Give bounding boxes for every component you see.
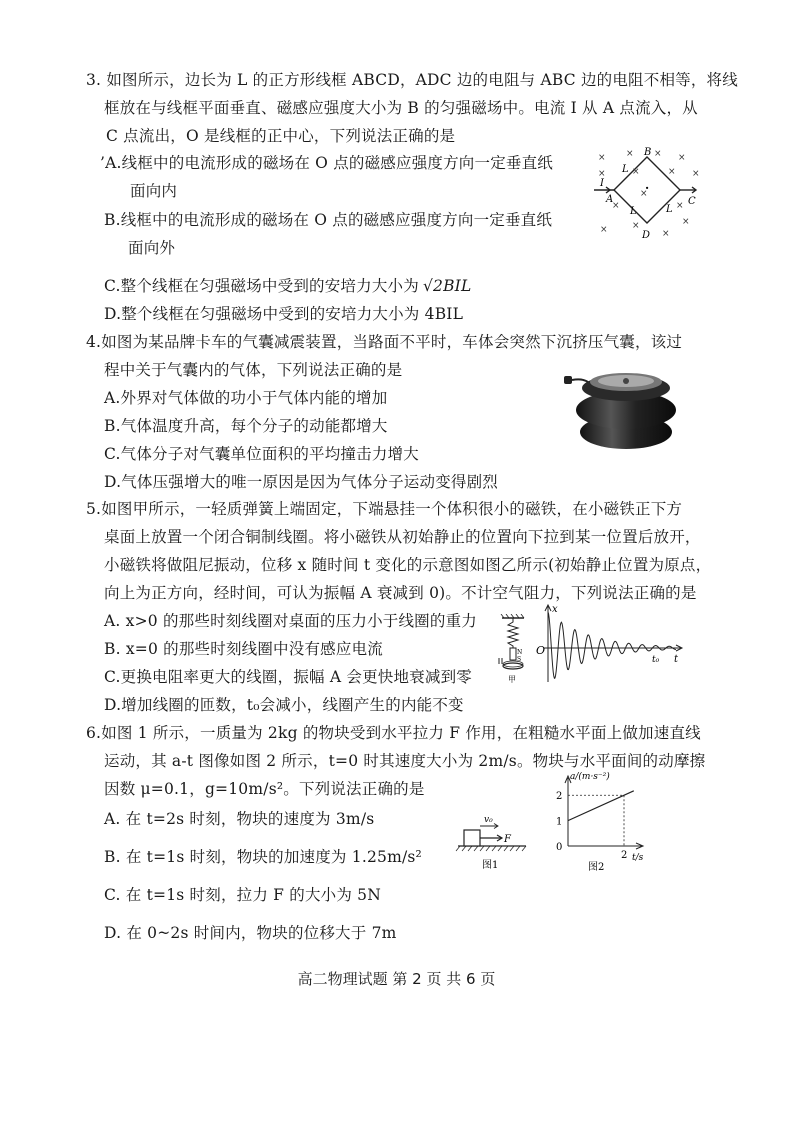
origin-label: O [536,644,546,657]
label-s: S [517,656,522,663]
q6-stem-line-2: 运动，其 a-t 图像如图 2 所示，t=0 时其速度大小为 2m/s。物块与水平面间的动摩擦 [104,752,706,770]
q5-option-b: B. x=0 的那些时刻线圈中没有感应电流 [104,640,383,658]
svg-text:×: × [662,229,670,239]
q3-option-c [104,276,471,296]
q3-stem-line-3: C 点流出，O 是线框的正中心，下列说法正确的是 [106,127,456,145]
label-d: D [642,230,651,241]
origin-tick: 0 [556,842,563,853]
q3-option-a-line-2: 面向内 [130,182,178,200]
q6-figure-1 [452,810,532,872]
label-o: · [645,181,650,195]
f-label: F [504,834,511,845]
q3-option-b-line-1: B.线框中的电流形成的磁场在 O 点的磁感应强度方向一定垂直纸 [104,211,553,229]
q6-option-d: D. 在 0~2s 时间内，物块的位移大于 7m [104,924,397,942]
q5-stem-line-2: 桌面上放置一个闭合铜制线圈。将小磁铁从初始静止的位置向下拉到某一位置后放开， [104,528,701,546]
q6-option-b: B. 在 t=1s 时刻，物块的加速度为 1.25m/s² [104,848,422,866]
svg-text:×: × [654,149,662,159]
label-l-1: L [622,164,629,175]
x-axis-label: t/s [632,853,644,863]
y-tick-2: 2 [556,791,563,803]
svg-text:×: × [692,169,700,179]
svg-text:×: × [600,225,608,235]
q6-stem-line-3: 因数 μ=0.1，g=10m/s²。下列说法正确的是 [104,780,425,798]
q6-figure-2-at-graph [548,770,648,874]
label-c: C [688,196,696,207]
label-i: I [600,178,604,189]
axis-x-label: x [552,604,558,615]
q3-figure [592,146,704,242]
fig2-caption: 图2 [588,862,605,873]
q4-option-c: C.气体分子对气囊单位面积的平均撞击力增大 [104,445,419,463]
q6-option-c: C. 在 t=1s 时刻，拉力 F 的大小为 5N [104,886,382,904]
svg-text:×: × [598,169,606,179]
q3-option-d: D.整个线框在匀强磁场中受到的安培力大小为 4BIL [104,305,464,323]
svg-text:×: × [668,167,676,177]
svg-text:×: × [678,153,686,163]
q5-stem-line-4: 向上为正方向，经时间，可认为振幅 A 衰减到 0)。不计空气阻力，下列说法正确的是 [104,584,697,602]
q4-stem-line-1: 4.如图为某品牌卡车的气囊减震装置，当路面不平时，车体会突然下沉挤压气囊，该过 [86,333,683,351]
y-tick-1: 1 [556,816,563,828]
q4-option-b: B.气体温度升高，每个分子的动能都增大 [104,417,388,435]
svg-text:×: × [632,221,640,231]
q3-option-c-text: C.整个线框在匀强磁场中受到的安培力大小为 [104,277,419,295]
q3-stem-line-1: 3. 如图所示，边长为 L 的正方形线框 ABCD，ADC 边的电阻与 ABC 边的电阻不相等，将线 [86,71,738,89]
svg-text:×: × [682,217,690,227]
axis-t-label: t [674,654,679,665]
y-axis-label: a/(m·s⁻²) [570,772,610,782]
fig1-caption: 图1 [482,860,499,871]
q5-option-d: D.增加线圈的匝数，t₀会减小，线圈产生的内能不变 [104,696,464,714]
q3-option-b-line-2: 面向外 [128,239,176,257]
q4-option-a: A.外界对气体做的功小于气体内能的增加 [104,389,388,407]
q3-option-a-line-1: ’A.线框中的电流形成的磁场在 O 点的磁感应强度方向一定垂直纸 [100,154,554,172]
q5-option-a: A. x>0 的那些时刻线圈对桌面的压力小于线圈的重力 [104,612,477,630]
svg-text:×: × [640,189,648,199]
q3-option-c-math: √2BIL [422,277,472,295]
q5-figure-yi [536,602,686,684]
svg-text:×: × [676,201,684,211]
q4-airbag-image [560,366,682,452]
label-n: N [517,649,523,656]
q5-stem-line-3: 小磁铁将做阻尼振动，位移 x 随时间 t 变化的示意图如图乙所示(初始静止位置为原点， [104,556,712,574]
q6-option-a: A. 在 t=2s 时刻，物块的速度为 3m/s [104,810,375,828]
magnet [510,648,516,660]
label-l-3: L [666,204,673,215]
q5-option-c: C.更换电阻率更大的线圈，振幅 A 会更快地衰减到零 [104,668,472,686]
spring [508,618,518,648]
q3-stem-line-2: 框放在与线框平面垂直、磁感应强度大小为 B 的匀强磁场中。电流 I 从 A 点流入，从 [104,99,698,117]
svg-text:×: × [626,149,634,159]
svg-text:×: × [632,167,640,177]
q4-option-d: D.气体压强增大的唯一原因是因为气体分子运动变得剧烈 [104,473,499,491]
damped-oscillation-curve [548,612,676,678]
label-l-2: L [630,206,637,217]
q5-figure-jia [494,614,538,686]
label-a: A [606,194,614,205]
label-b: B [644,147,652,158]
v0-label: v₀ [484,815,493,825]
label-jia: 甲 [508,675,516,684]
q4-stem-line-2: 程中关于气囊内的气体，下列说法正确的是 [104,361,403,379]
q6-stem-line-1: 6.如图 1 所示，一质量为 2kg 的物块受到水平拉力 F 作用，在粗糙水平面上做加速直线 [86,724,701,742]
svg-text:×: × [612,201,620,211]
t0-label: t₀ [652,655,660,665]
block [464,830,480,846]
q5-stem-line-1: 5.如图甲所示，一轻质弹簧上端固定，下端悬挂一个体积很小的磁铁，在小磁铁正下方 [86,500,683,518]
page-footer: 高二物理试题 第 2 页 共 6 页 [297,970,496,988]
x-tick-2: 2 [621,850,628,861]
svg-text:×: × [598,153,606,163]
